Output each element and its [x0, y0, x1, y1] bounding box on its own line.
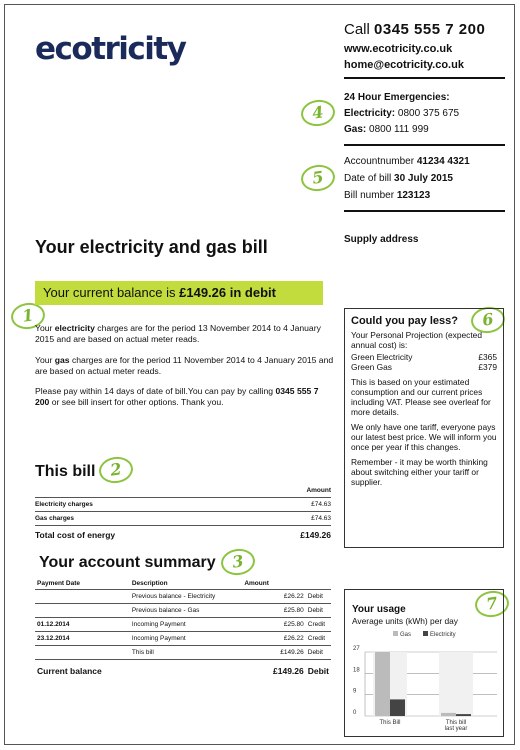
y-tick-label: 9: [353, 688, 357, 695]
legend-label: Gas: [400, 632, 412, 638]
bill-date: [344, 173, 453, 184]
text: Your: [35, 323, 53, 333]
header-type: [306, 577, 331, 590]
legend-swatch: [423, 631, 428, 636]
pay-less-p2: We only have one tariff, everyone pays our latest best price. We will inform you once per year if this changes.: [351, 422, 497, 452]
divider: [344, 144, 505, 146]
balance-prefix: Your current balance is: [43, 285, 176, 300]
gas-period-text: [35, 355, 335, 377]
emergency-electricity-label: Electricity:: [344, 108, 396, 119]
pay-less-box: [344, 308, 504, 548]
call-line: [344, 21, 485, 38]
emergency-gas: [344, 124, 429, 135]
row-desc: Previous balance - Gas: [130, 604, 243, 618]
divider: [344, 77, 505, 79]
text-bold: electricity: [54, 323, 95, 333]
row-amount: £149.26: [242, 646, 305, 660]
projection-value: £365: [478, 352, 497, 362]
bar-background: [439, 652, 473, 716]
projection-row: [351, 352, 497, 362]
y-tick-label: 18: [353, 667, 360, 674]
emergencies-title: 24 Hour Emergencies:: [344, 92, 450, 103]
x-tick-label: [445, 720, 468, 732]
table-row: [35, 632, 331, 646]
row-amount: £74.63: [249, 512, 331, 526]
bar: [456, 714, 471, 716]
x-tick-label-line: This Bill: [379, 720, 401, 726]
amount-header: Amount: [249, 484, 331, 498]
total-label: Total cost of energy: [35, 530, 116, 540]
bar: [375, 652, 390, 716]
text-bold: gas: [54, 355, 70, 365]
table-row: [35, 604, 331, 618]
x-tick-label: [379, 720, 400, 726]
y-tick-label: 27: [353, 646, 360, 652]
bill-page: [4, 4, 515, 745]
row-date: [35, 604, 130, 618]
total-type: Debit: [307, 666, 329, 676]
table-row: [35, 590, 331, 604]
row-desc: Incoming Payment: [130, 618, 243, 632]
row-label: Gas charges: [35, 512, 249, 526]
table-row: [35, 618, 331, 632]
usage-subtitle: Average units (kWh) per day: [352, 616, 458, 626]
payment-instructions-text: [35, 386, 335, 408]
row-desc: This bill: [130, 646, 243, 660]
row-type: Credit: [306, 618, 331, 632]
this-bill-table: [35, 484, 331, 544]
pay-less-p3: Remember - it may be worth thinking about switching either your tariff or supplier.: [351, 457, 488, 487]
emergency-gas-phone[interactable]: 0800 111 999: [369, 124, 429, 135]
table-row: [35, 512, 331, 526]
text: Your: [35, 355, 53, 365]
row-desc: Previous balance - Electricity: [130, 590, 243, 604]
badge-1: 1: [9, 301, 46, 331]
emergency-gas-label: Gas:: [344, 124, 367, 135]
x-tick-label-line: This bill: [445, 720, 467, 726]
row-date: [35, 646, 130, 660]
bill-number-label: Bill number: [344, 190, 395, 201]
row-type: Debit: [306, 604, 331, 618]
badge-3: 3: [219, 547, 256, 577]
emergency-electricity-phone[interactable]: 0800 375 675: [397, 108, 460, 119]
electricity-period-text: [35, 323, 335, 345]
email-link[interactable]: home@ecotricity.co.uk: [344, 59, 464, 71]
total-amount: £149.26: [273, 666, 304, 676]
balance-banner: [35, 281, 323, 305]
emergency-electricity: [344, 108, 459, 119]
projection-label: Green Electricity: [351, 352, 413, 362]
text: charges are for the period 13 November 2014 to 4 January 2015 and are based on actual meter reads.: [35, 323, 321, 344]
usage-chart: [345, 628, 503, 738]
supply-address-label: Supply address: [344, 234, 419, 245]
badge-5: 5: [299, 163, 336, 193]
call-label: Call: [344, 21, 370, 38]
ecotricity-logo: ecotricity: [35, 31, 186, 67]
pay-less-intro: Your Personal Projection (expected annual cost) is:: [351, 330, 482, 350]
text-bold: 0345 555 7 200: [35, 386, 319, 407]
total-amount: £149.26: [300, 530, 331, 540]
badge-2: 2: [97, 455, 134, 485]
row-date: 01.12.2014: [35, 618, 130, 632]
text: or see bill insert for other options. Thank you.: [51, 397, 224, 407]
account-number-label: Accountnumber: [344, 156, 415, 167]
legend-label: Electricity: [430, 632, 456, 638]
bill-date-value: 30 July 2015: [394, 173, 453, 184]
this-bill-title: This bill: [35, 463, 96, 480]
projection-label: Green Gas: [351, 362, 392, 372]
account-number-value: 41234 4321: [416, 156, 470, 167]
text: Please pay within 14 days of date of bill.You can pay by calling: [35, 386, 274, 396]
account-summary-title: Your account summary: [39, 554, 216, 571]
bill-date-label: Date of bill: [344, 173, 392, 184]
balance-amount: £149.26 in debit: [179, 285, 276, 300]
row-amount: £74.63: [249, 498, 331, 512]
bill-number: [344, 190, 430, 201]
legend-swatch: [393, 631, 398, 636]
total-row: [35, 660, 331, 683]
row-amount: £26.22: [242, 590, 305, 604]
total-row: [35, 526, 331, 545]
website-link[interactable]: www.ecotricity.co.uk: [344, 43, 453, 55]
account-number: [344, 156, 470, 167]
header-date: Payment Date: [35, 577, 130, 590]
bar: [390, 699, 405, 716]
row-type: Debit: [306, 590, 331, 604]
usage-box: [344, 589, 504, 737]
row-type: Credit: [306, 632, 331, 646]
row-date: 23.12.2014: [35, 632, 130, 646]
bill-title: Your electricity and gas bill: [35, 237, 268, 257]
call-phone[interactable]: 0345 555 7 200: [374, 21, 486, 38]
divider: [344, 210, 505, 212]
header-description: Description: [130, 577, 243, 590]
header-cell: [35, 484, 249, 498]
pay-less-p1: This is based on your estimated consumption and our current prices including VAT. Please see overleaf for more details.: [351, 377, 491, 417]
table-row: [35, 646, 331, 660]
row-desc: Incoming Payment: [130, 632, 243, 646]
x-tick-label-line: last year: [444, 726, 468, 732]
row-amount: £26.22: [242, 632, 305, 646]
badge-4: 4: [299, 98, 336, 128]
bar: [441, 713, 456, 716]
row-label: Electricity charges: [35, 498, 249, 512]
badge-7: 7: [473, 589, 510, 619]
badge-6: 6: [469, 305, 506, 335]
table-row: [35, 498, 331, 512]
account-summary-table: [35, 577, 331, 682]
row-date: [35, 590, 130, 604]
pay-less-title: Could you pay less?: [351, 315, 458, 327]
total-label: Current balance: [37, 666, 102, 676]
row-amount: £25.80: [242, 618, 305, 632]
row-amount: £25.80: [242, 604, 305, 618]
row-type: Debit: [306, 646, 331, 660]
usage-title: Your usage: [352, 604, 406, 615]
projection-row: [351, 362, 497, 372]
projection-value: £379: [478, 362, 497, 372]
text: charges are for the period 11 November 2014 to 4 January 2015 and are based on actual meter reads.: [35, 355, 334, 376]
header-amount: Amount: [242, 577, 305, 590]
y-tick-label: 0: [353, 710, 357, 716]
bill-number-value: 123123: [396, 190, 431, 201]
